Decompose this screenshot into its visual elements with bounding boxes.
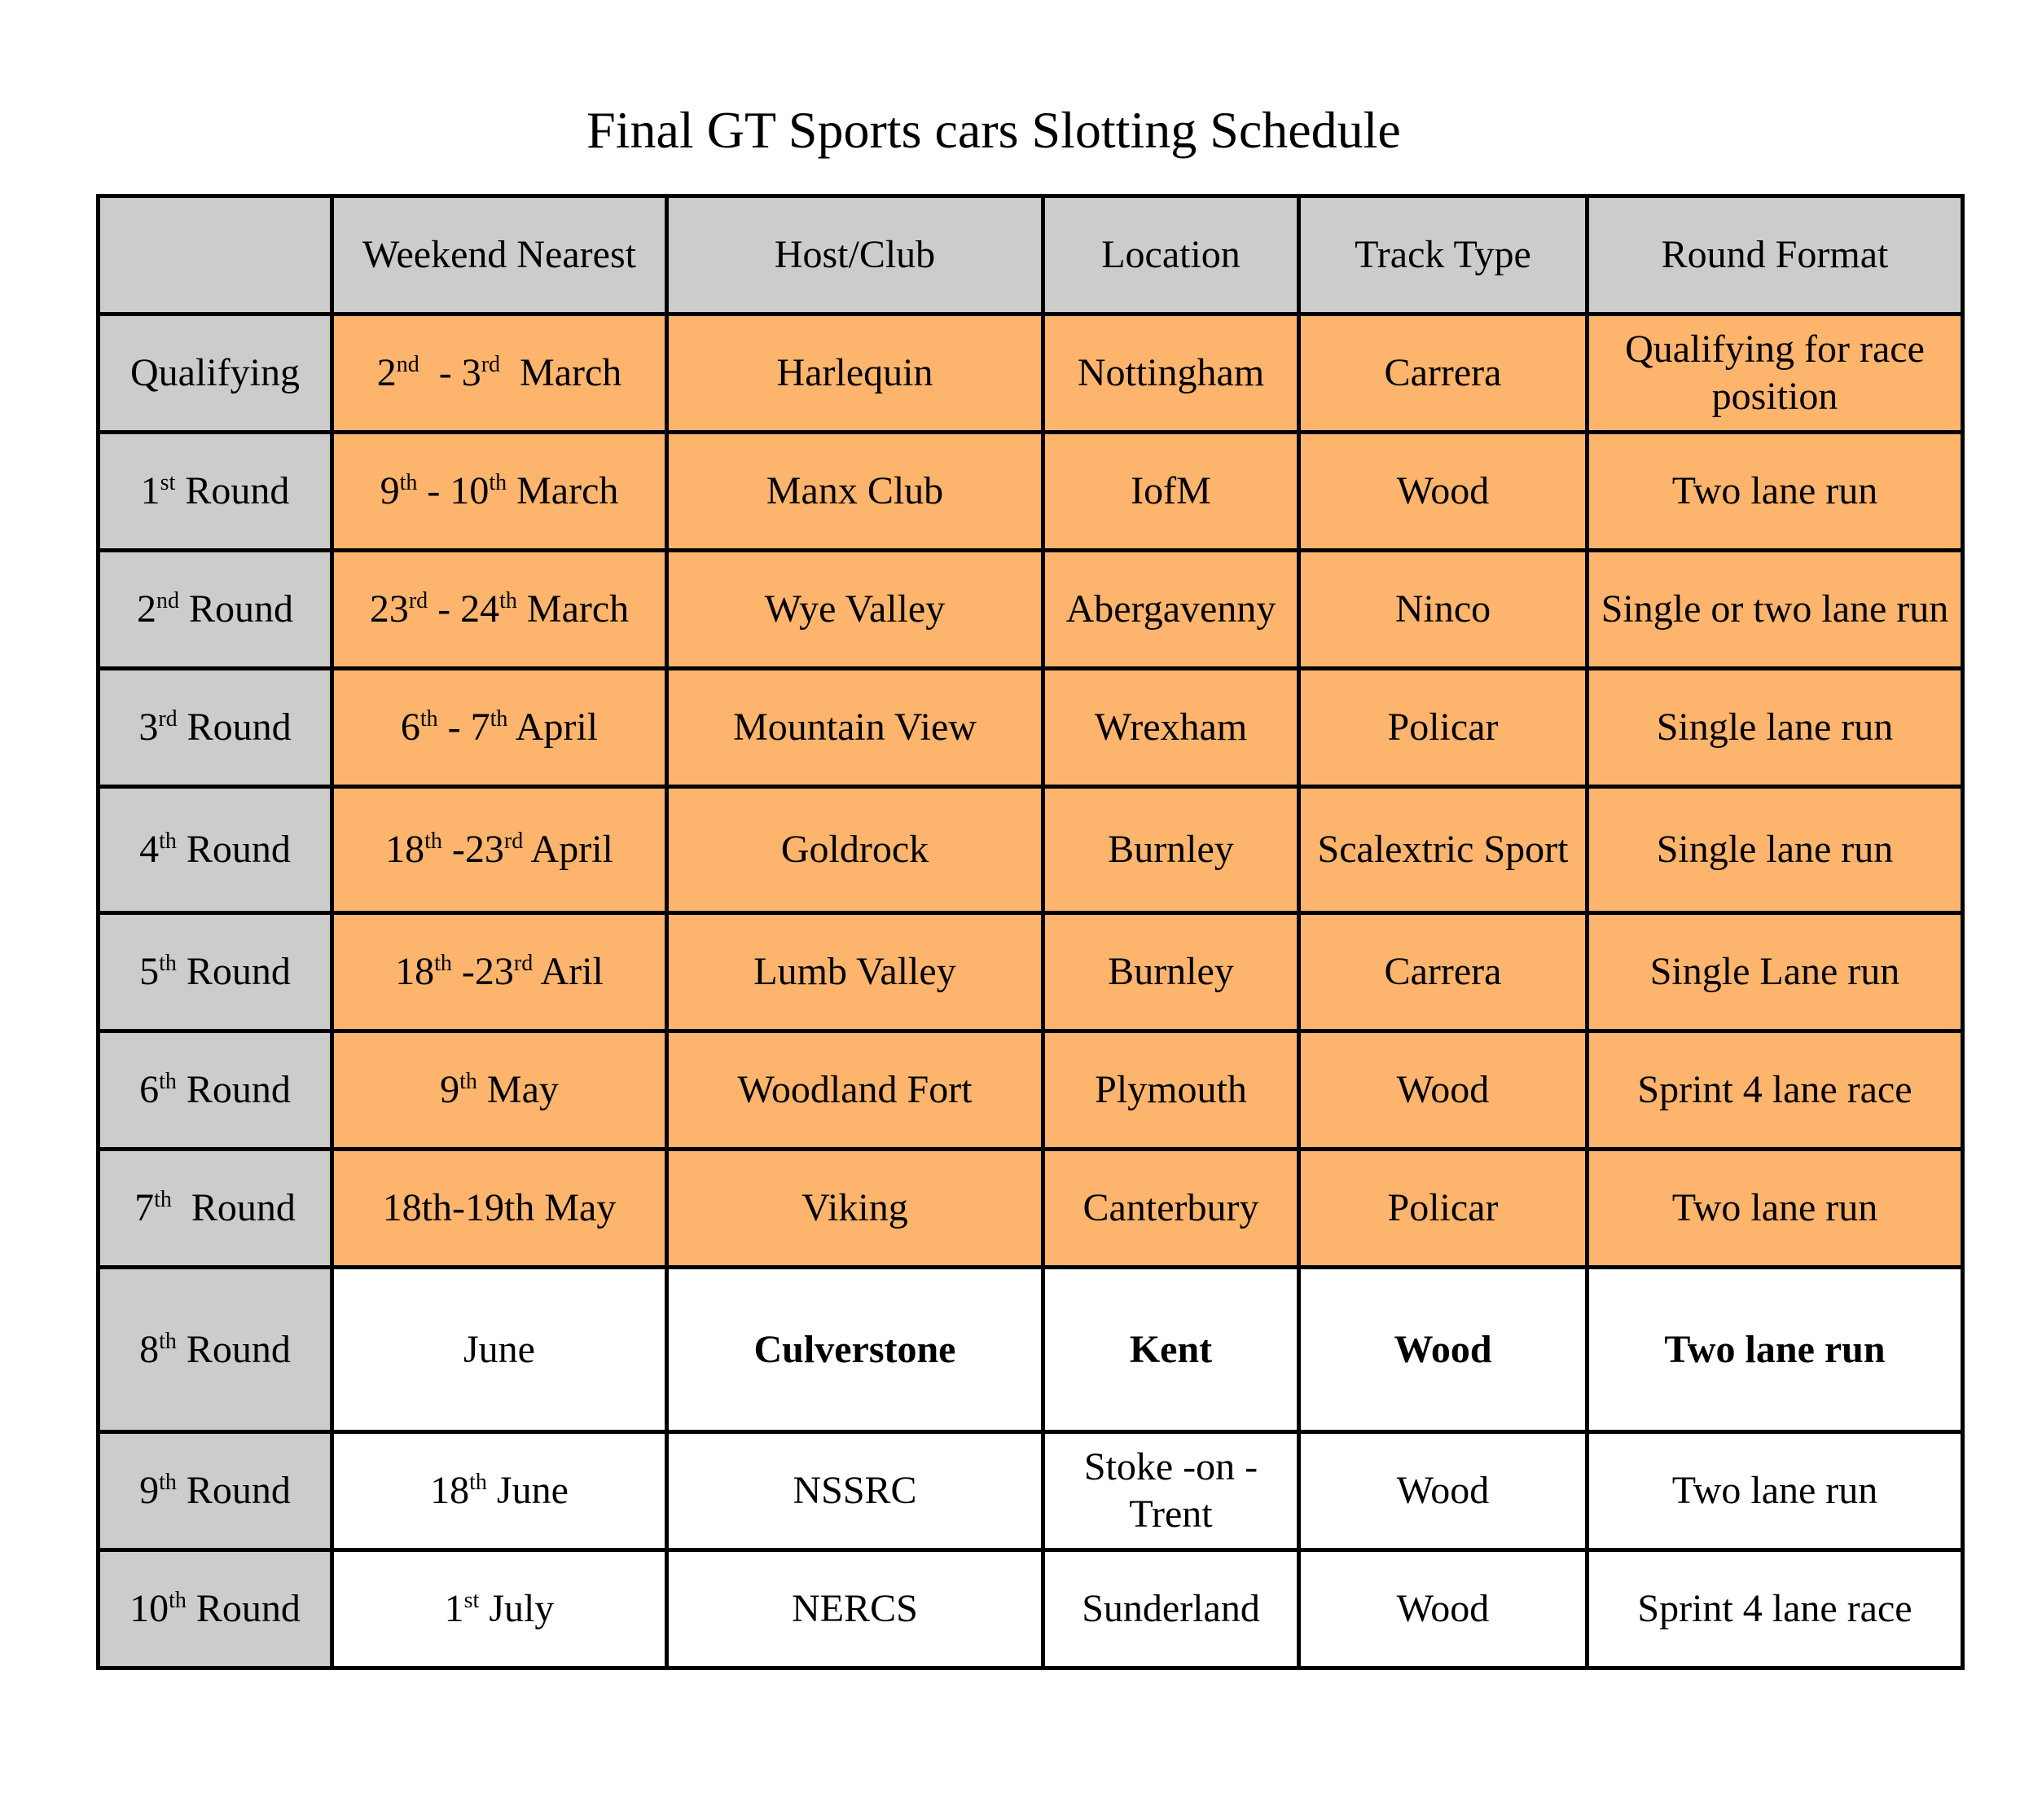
- header-cell-location: Location: [1043, 196, 1299, 314]
- host-cell: Viking: [667, 1150, 1043, 1268]
- round-cell: Qualifying: [99, 314, 332, 433]
- weekend-cell: 18th-19th May: [332, 1150, 667, 1268]
- header-cell-host: Host/Club: [667, 196, 1043, 314]
- host-cell: Goldrock: [667, 787, 1043, 913]
- weekend-cell: June: [332, 1268, 667, 1432]
- location-cell: Abergavenny: [1043, 551, 1299, 669]
- format-cell: Sprint 4 lane race: [1587, 1031, 1963, 1150]
- track-cell: Carrera: [1299, 913, 1587, 1031]
- track-cell: Wood: [1299, 1268, 1587, 1432]
- location-cell: Canterbury: [1043, 1150, 1299, 1268]
- location-cell: Sunderland: [1043, 1550, 1299, 1668]
- weekend-cell: 23rd - 24th March: [332, 551, 667, 669]
- location-cell: Burnley: [1043, 787, 1299, 913]
- table-row: [99, 787, 1963, 913]
- host-cell: Manx Club: [667, 433, 1043, 551]
- header-cell-format: Round Format: [1587, 196, 1963, 314]
- track-cell: Wood: [1299, 1550, 1587, 1668]
- host-cell: NERCS: [667, 1550, 1043, 1668]
- track-cell: Scalextric Sport: [1299, 787, 1587, 913]
- format-cell: Two lane run: [1587, 1432, 1963, 1550]
- track-cell: Wood: [1299, 1432, 1587, 1550]
- location-cell: Kent: [1043, 1268, 1299, 1432]
- round-cell: 4th Round: [99, 787, 332, 913]
- round-cell: 10th Round: [99, 1550, 332, 1668]
- location-cell: IofM: [1043, 433, 1299, 551]
- host-cell: Mountain View: [667, 669, 1043, 787]
- header-row: [99, 196, 1963, 314]
- weekend-cell: 18th June: [332, 1432, 667, 1550]
- schedule-table: [96, 194, 1965, 1670]
- weekend-cell: 1st July: [332, 1550, 667, 1668]
- track-cell: Carrera: [1299, 314, 1587, 433]
- table-row: [99, 551, 1963, 669]
- format-cell: Two lane run: [1587, 1150, 1963, 1268]
- format-cell: Single lane run: [1587, 787, 1963, 913]
- track-cell: Ninco: [1299, 551, 1587, 669]
- weekend-cell: 9th - 10th March: [332, 433, 667, 551]
- format-cell: Single or two lane run: [1587, 551, 1963, 669]
- location-cell: Stoke -on - Trent: [1043, 1432, 1299, 1550]
- format-cell: Single lane run: [1587, 669, 1963, 787]
- round-cell: 3rd Round: [99, 669, 332, 787]
- track-cell: Wood: [1299, 1031, 1587, 1150]
- host-cell: Culverstone: [667, 1268, 1043, 1432]
- header-cell-weekend: Weekend Nearest: [332, 196, 667, 314]
- location-cell: Burnley: [1043, 913, 1299, 1031]
- track-cell: Policar: [1299, 669, 1587, 787]
- round-cell: 9th Round: [99, 1432, 332, 1550]
- format-cell: Qualifying for race position: [1587, 314, 1963, 433]
- weekend-cell: 2nd - 3rd March: [332, 314, 667, 433]
- round-cell: 6th Round: [99, 1031, 332, 1150]
- table-row: [99, 314, 1963, 433]
- host-cell: Woodland Fort: [667, 1031, 1043, 1150]
- host-cell: Harlequin: [667, 314, 1043, 433]
- table-row: [99, 433, 1963, 551]
- format-cell: Two lane run: [1587, 1268, 1963, 1432]
- page-title: Final GT Sports cars Slotting Schedule: [586, 101, 1401, 159]
- format-cell: Two lane run: [1587, 433, 1963, 551]
- host-cell: NSSRC: [667, 1432, 1043, 1550]
- format-cell: Sprint 4 lane race: [1587, 1550, 1963, 1668]
- header-cell-blank: [99, 196, 332, 314]
- host-cell: Wye Valley: [667, 551, 1043, 669]
- location-cell: Plymouth: [1043, 1031, 1299, 1150]
- table-row: [99, 669, 1963, 787]
- location-cell: Wrexham: [1043, 669, 1299, 787]
- header-cell-track: Track Type: [1299, 196, 1587, 314]
- table-row: [99, 1031, 1963, 1150]
- table-row: [99, 1268, 1963, 1432]
- weekend-cell: 18th -23rd April: [332, 787, 667, 913]
- table-row: [99, 1150, 1963, 1268]
- round-cell: 5th Round: [99, 913, 332, 1031]
- table-row: [99, 1432, 1963, 1550]
- table-row: [99, 1550, 1963, 1668]
- round-cell: 7th Round: [99, 1150, 332, 1268]
- track-cell: Wood: [1299, 433, 1587, 551]
- weekend-cell: 9th May: [332, 1031, 667, 1150]
- round-cell: 2nd Round: [99, 551, 332, 669]
- weekend-cell: 6th - 7th April: [332, 669, 667, 787]
- location-cell: Nottingham: [1043, 314, 1299, 433]
- host-cell: Lumb Valley: [667, 913, 1043, 1031]
- format-cell: Single Lane run: [1587, 913, 1963, 1031]
- weekend-cell: 18th -23rd Aril: [332, 913, 667, 1031]
- table-row: [99, 913, 1963, 1031]
- round-cell: 1st Round: [99, 433, 332, 551]
- track-cell: Policar: [1299, 1150, 1587, 1268]
- round-cell: 8th Round: [99, 1268, 332, 1432]
